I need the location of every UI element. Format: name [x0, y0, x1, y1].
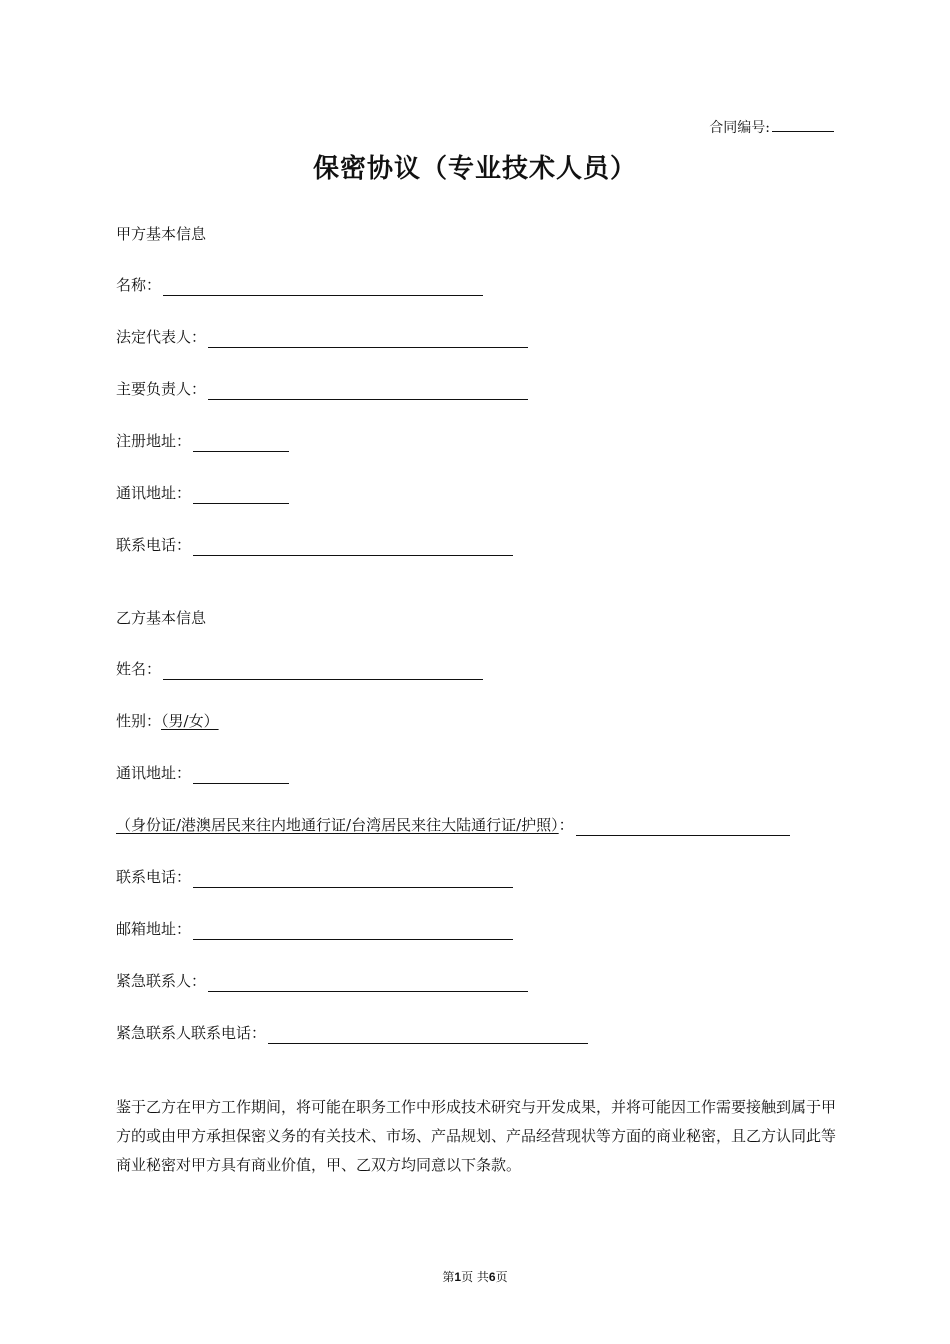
party-a-mail-address-field[interactable] — [193, 485, 289, 504]
party-b-email-label: 邮箱地址： — [116, 920, 192, 938]
party-b-emergency-phone-field[interactable] — [268, 1025, 588, 1044]
party-b-mail-address-row — [116, 762, 289, 784]
party-a-heading: 甲方基本信息 — [116, 225, 207, 243]
party-b-phone-field[interactable] — [193, 869, 513, 888]
preamble-paragraph: 鉴于乙方在甲方工作期间，将可能在职务工作中形成技术研究与开发成果，并将可能因工作需要接触到属于甲方的或由甲方承担保密义务的有关技术、市场、产品规划、产品经营现状等方面的商业秘密，且乙方认同此等商业秘密对甲方具有商业价值，甲、乙双方均同意以下条款。 — [116, 1098, 837, 1174]
contract-number-label: 合同编号: — [709, 120, 770, 136]
party-a-principal-field[interactable] — [208, 381, 528, 400]
party-b-email-field[interactable] — [193, 921, 513, 940]
party-b-heading: 乙方基本信息 — [116, 609, 207, 627]
party-b-id-number-field[interactable] — [576, 817, 790, 836]
party-a-principal-label: 主要负责人： — [116, 380, 207, 398]
party-b-gender-label: 性别： — [116, 712, 162, 730]
party-b-emergency-contact-label: 紧急联系人： — [116, 972, 207, 990]
party-a-legal-rep-label: 法定代表人： — [116, 328, 207, 346]
party-a-reg-address-row — [116, 430, 289, 452]
party-a-mail-address-row — [116, 482, 289, 504]
party-b-email-row — [116, 918, 513, 940]
party-a-name-field[interactable] — [163, 277, 483, 296]
contract-number-blank[interactable] — [772, 117, 834, 132]
party-a-reg-address-label: 注册地址： — [116, 432, 192, 450]
footer-current-page: 1 — [454, 1270, 462, 1284]
party-b-mail-address-field[interactable] — [193, 765, 289, 784]
party-b-emergency-contact-row — [116, 970, 528, 992]
party-a-legal-rep-row — [116, 326, 528, 348]
party-a-phone-label: 联系电话： — [116, 536, 192, 554]
party-b-gender-row — [116, 710, 219, 732]
party-a-reg-address-field[interactable] — [193, 433, 289, 452]
party-b-emergency-contact-field[interactable] — [208, 973, 528, 992]
footer-mid: 页 共 — [461, 1270, 489, 1284]
party-b-mail-address-label: 通讯地址： — [116, 764, 192, 782]
contract-number — [709, 117, 834, 137]
party-a-name-label: 名称： — [116, 276, 162, 294]
party-b-phone-label: 联系电话： — [116, 868, 192, 886]
footer-total-pages: 6 — [488, 1270, 496, 1284]
party-a-legal-rep-field[interactable] — [208, 329, 528, 348]
party-a-phone-field[interactable] — [193, 537, 513, 556]
party-b-phone-row — [116, 866, 513, 888]
party-b-id-row — [116, 814, 790, 836]
party-b-gender-field[interactable]: （男/女） — [161, 712, 219, 730]
party-b-id-type[interactable]: （身份证/港澳居民来往内地通行证/台湾居民来往大陆通行证/护照） — [116, 816, 559, 834]
party-b-emergency-phone-label: 紧急联系人联系电话： — [116, 1024, 267, 1042]
party-a-name-row — [116, 274, 483, 296]
footer-prefix: 第 — [442, 1270, 455, 1284]
party-b-name-label: 姓名： — [116, 660, 162, 678]
party-b-name-row — [116, 658, 483, 680]
party-b-name-field[interactable] — [163, 661, 483, 680]
party-a-mail-address-label: 通讯地址： — [116, 484, 192, 502]
page-title: 保密协议（专业技术人员） — [312, 154, 637, 184]
party-b-id-colon: ： — [558, 816, 574, 834]
page-footer — [0, 1268, 950, 1285]
party-a-phone-row — [116, 534, 513, 556]
party-b-emergency-phone-row — [116, 1022, 588, 1044]
party-a-principal-row — [116, 378, 528, 400]
footer-suffix: 页 — [495, 1270, 508, 1284]
